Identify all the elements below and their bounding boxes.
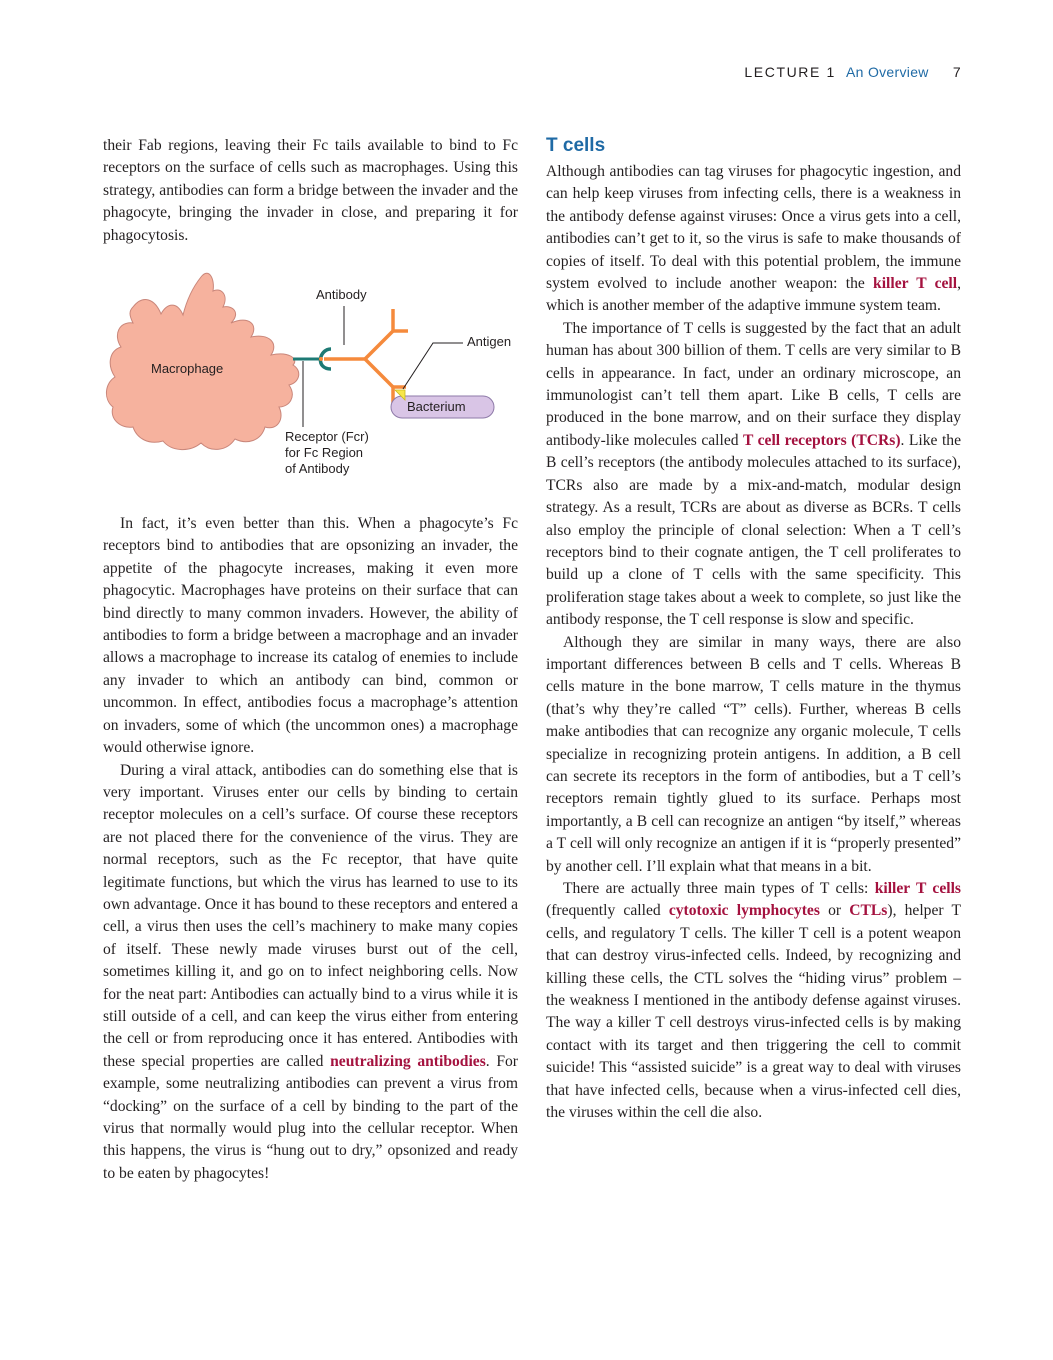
paragraph [546,318,961,632]
keyword-tcrs: T cell receptors (TCRs) [743,431,901,449]
page-number: 7 [952,64,961,80]
left-column [103,135,518,1185]
text-run: . For example, some neutralizing antibodies can prevent a virus from “docking” on the surface of a cell by binding to the part of the virus that normally would plug into the cellular receptor. When this happens, the virus is “hung out to dry,” opsonized and ready to be eaten by phagocytes! [103,1052,518,1182]
keyword-killer-t-cell: killer T cell [873,275,958,293]
antibody-label: Antibody [316,287,367,303]
antibody-arm-lower [365,359,393,387]
running-header [744,64,961,80]
macrophage-antibody-figure [103,259,518,489]
text-run: There are actually three main types of T cells: [563,880,875,897]
paragraph: their Fab regions, leaving their Fc tails available to bind to Fc receptors on the surface of cells such as macrophages. Using this strategy, antibodies can form a bridge between the invader and the phagocyte, bringing the invader in close, and preparing it for phagocytosis. [103,137,518,244]
receptor-binding-site [319,357,323,361]
text-run: . Like the B cell’s receptors (the antibody molecules attached to its surface), TCRs also are made by a mix-and-match, modular design strategy. As a result, TCRs are about as diverse as BCRs. T cells also employ the principle of clonal selection: When a T cell’s receptors bind to their cognate antigen, the T cell proliferates to build up a clone of T cells with the same specificity. This proliferation stage takes about a week to complete, so just like the antibody response, the T cell response is slow and specific. [546,431,961,629]
bacterium-label: Bacterium [407,399,466,415]
text-run: During a viral attack, antibodies can do something else that is very important. Viruses enter our cells by binding to certain receptor molecules on a cell’s surface. Of course these receptors are not placed there for the convenience of the virus. They are normal receptors, such as the Fc receptor, that have quite legitimate functions, but which the virus has learned to use to its own advantage. Once it has bound to these receptors and entered a cell, a virus then uses the cell’s machinery to make many copies of itself. These newly made viruses burst out of the cell, sometimes killing it, and go on to infect neighboring cells. Now for the neat part: Antibodies can actually bind to a virus while it is still outside of a cell, and can keep the virus either from entering the cell or from reproducing once it has entered. Antibodies with these special properties are called [103,761,518,1070]
keyword-killer-t-cells: killer T cells [874,880,961,897]
paragraph [546,161,961,318]
text-run: , which is another member of the adaptive immune system team. [546,275,961,315]
keyword-ctls: CTLs [849,902,888,920]
keyword-neutralizing-antibodies: neutralizing antibodies [330,1052,486,1070]
antibody-arm-upper [365,331,393,359]
paragraph [103,760,518,1186]
text-run: ), helper T cells, and regulatory T cells. The killer T cell is a potent weapon that can destroy virus-infected cells. Indeed, by recognizing and killing these cells, the CTL solves the “hiding virus” problem – the weakness I mentioned in the antibody defense against viruses. The way a killer T cell destroys virus-infected cells is by making contact with its target and then triggering the cell to commit suicide! This “assisted suicide” is a great way to deal with viruses that have infected cells, because when a virus-infected cell dies, the viruses within the cell die also. [546,902,961,1122]
keyword-cytotoxic-lymphocytes: cytotoxic lymphocytes [668,902,820,920]
section-heading: T cells [546,135,606,156]
paragraph: In fact, it’s even better than this. When a phagocyte’s Fc receptors bind to antibodies that are opsonizing an invader, the appetite of the phagocyte increases, making it even more phagocytic. Macrophages have proteins on their surface that can bind directly to many common invaders. However, the ability of antibodies to form a bridge between a macrophage and an invader allows a macrophage to increase its catalog of enemies to include any invader to which an antibody can bind, common or uncommon. In effect, antibodies focus a macrophage’s attention on invaders, some of which (the uncommon ones) a macrophage would otherwise ignore. [103,515,518,757]
text-run: or [819,902,850,920]
text-run: (frequently called [546,902,669,920]
antigen-label: Antigen [467,334,512,350]
paragraph [546,878,961,1124]
receptor-label-3: of Antibody [285,461,350,477]
receptor-label-1: Receptor (Fcr) [285,429,369,445]
lecture-label: LECTURE 1 [744,64,836,80]
macrophage-label: Macrophage [151,361,224,377]
right-column [546,134,961,1124]
antigen-label-line [403,343,463,389]
receptor-label-2: for Fc Region [285,445,364,461]
text-run: The importance of T cells is suggested by the fact that an adult human has about 300 billion of them. T cells are very similar to B cells in appearance. In fact, under an ordinary microscope, an immunologist can’t tell them apart. Like B cells, T cells are produced in the bone marrow, and on their surface they display antibody-like molecules called [546,319,961,449]
section-label: An Overview [846,64,929,80]
paragraph: Although they are similar in many ways, there are also important differences between B cells and T cells. Whereas B cells mature in the bone marrow, T cells mature in the thymus (that’s why they’re called “T” cells). Further, whereas B cells make antibodies that can recognize any organic molecule, T cells specialize in recognizing protein antigens. In addition, a B cell can secrete its receptors in the form of antibodies, but a T cell’s receptors remain tightly glued to its surface. Perhaps most importantly, a B cell can recognize an antigen “by itself,” whereas a T cell will only recognize an antigen if it is “properly presented” by another cell. I’ll explain what that means in a bit. [546,633,961,875]
text-run: Although antibodies can tag viruses for phagocytic ingestion, and can help keep viruses from infecting cells, there is a weakness in the antibody defense against viruses: Once a virus gets into a cell, antibodies can’t get to it, so the virus is safe to make thousands of copies of itself. To deal with this potential problem, the immune system evolved to include another weapon: the [546,163,961,293]
